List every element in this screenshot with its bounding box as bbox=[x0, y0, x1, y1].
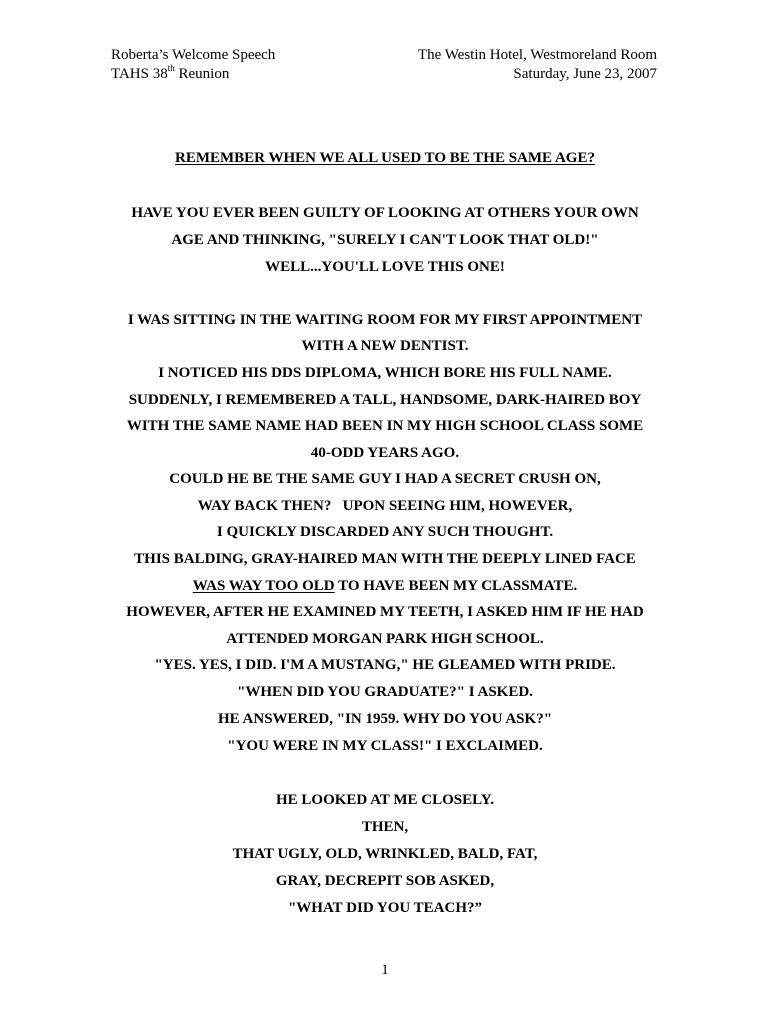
ending-line: HE LOOKED AT ME CLOSELY. bbox=[276, 792, 494, 808]
story-line-emphasis: WAS WAY TOO OLD TO HAVE BEEN MY CLASSMATE. bbox=[192, 578, 578, 594]
story-line: I QUICKLY DISCARDED ANY SUCH THOUGHT. bbox=[216, 524, 554, 540]
intro-line: WELL...YOU'LL LOVE THIS ONE! bbox=[265, 259, 505, 275]
intro-line: AGE AND THINKING, "SURELY I CAN'T LOOK THAT OLD!" bbox=[171, 232, 599, 248]
story-line: WITH THE SAME NAME HAD BEEN IN MY HIGH SCHOOL CLASS SOME bbox=[126, 418, 644, 434]
story-line: 40-ODD YEARS AGO. bbox=[310, 445, 460, 461]
story-line: HOWEVER, AFTER HE EXAMINED MY TEETH, I ASKED HIM IF HE HAD bbox=[126, 604, 644, 620]
ending-line: THEN, bbox=[361, 819, 409, 835]
story-line: "WHEN DID YOU GRADUATE?" I ASKED. bbox=[237, 684, 533, 700]
story-line: THIS BALDING, GRAY-HAIRED MAN WITH THE DEEPLY LINED FACE bbox=[134, 551, 636, 567]
underlined-phrase: WAS WAY TOO OLD bbox=[192, 578, 335, 594]
story-line: I WAS SITTING IN THE WAITING ROOM FOR MY FIRST APPOINTMENT bbox=[127, 312, 643, 328]
page-number: 1 bbox=[381, 962, 389, 978]
header-right bbox=[418, 46, 657, 84]
ending-line: GRAY, DECREPIT SOB ASKED, bbox=[275, 873, 495, 889]
intro-line: HAVE YOU EVER BEEN GUILTY OF LOOKING AT OTHERS YOUR OWN bbox=[131, 205, 639, 221]
ending-line: "WHAT DID YOU TEACH?” bbox=[287, 900, 483, 916]
reunion-label: TAHS 38th Reunion bbox=[111, 63, 230, 82]
venue: The Westin Hotel, Westmoreland Room bbox=[417, 47, 657, 63]
story-line: "YOU WERE IN MY CLASS!" I EXCLAIMED. bbox=[227, 738, 543, 754]
story-line: COULD HE BE THE SAME GUY I HAD A SECRET CRUSH ON, bbox=[169, 471, 601, 487]
event-date: Saturday, June 23, 2007 bbox=[513, 66, 657, 82]
story-line: "YES. YES, I DID. I'M A MUSTANG," HE GLEAMED WITH PRIDE. bbox=[154, 657, 616, 673]
story-line: HE ANSWERED, "IN 1959. WHY DO YOU ASK?" bbox=[217, 711, 553, 727]
ending-line: THAT UGLY, OLD, WRINKLED, BALD, FAT, bbox=[232, 846, 538, 862]
story-line: I NOTICED HIS DDS DIPLOMA, WHICH BORE HIS FULL NAME. bbox=[158, 365, 612, 381]
story-line: ATTENDED MORGAN PARK HIGH SCHOOL. bbox=[226, 631, 544, 647]
speech-title: Roberta’s Welcome Speech bbox=[111, 47, 276, 63]
story-line: WAY BACK THEN? UPON SEEING HIM, HOWEVER, bbox=[197, 498, 573, 514]
header-left bbox=[111, 46, 275, 84]
story-line: WITH A NEW DENTIST. bbox=[301, 338, 469, 354]
speech-heading: REMEMBER WHEN WE ALL USED TO BE THE SAME AGE? bbox=[175, 150, 595, 166]
story-line: SUDDENLY, I REMEMBERED A TALL, HANDSOME, DARK-HAIRED BOY bbox=[128, 392, 642, 408]
